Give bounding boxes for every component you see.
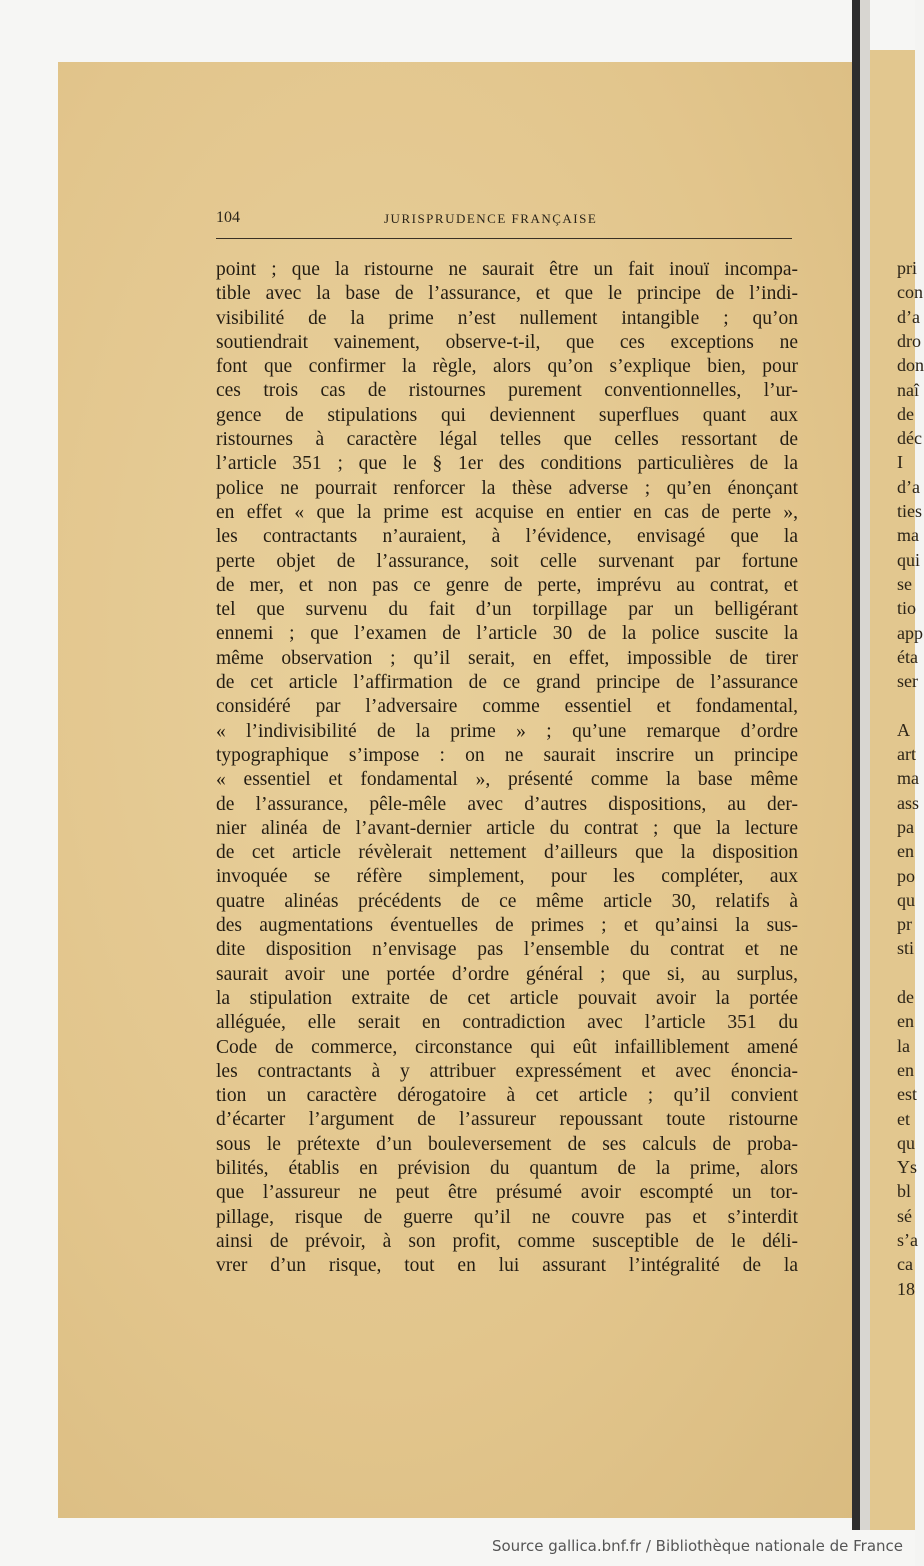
text-line: ces trois cas de ristournes purement conventionnelles, l’ur- bbox=[216, 380, 798, 402]
text-line: visibilité de la prime n’est nullement intangible ; qu’on bbox=[216, 307, 798, 329]
text-line: police ne pourrait renforcer la thèse adverse ; qu’en énonçant bbox=[216, 477, 798, 499]
text-line: « l’indivisibilité de la prime » ; qu’une remarque d’ordre bbox=[216, 720, 798, 742]
text-line: typographique s’impose : on ne saurait inscrire un principe bbox=[216, 744, 798, 766]
facing-page-fragment: de bbox=[897, 403, 914, 424]
facing-page-fragment: qu bbox=[897, 1132, 915, 1153]
facing-page-fragment: po bbox=[897, 865, 915, 886]
facing-page-fragment: en bbox=[897, 1011, 914, 1032]
facing-page-fragment: qu bbox=[897, 889, 915, 910]
text-line: font que confirmer la règle, alors qu’on s’explique bien, pour bbox=[216, 356, 798, 378]
text-line: Code de commerce, circonstance qui eût infailliblement amené bbox=[216, 1036, 798, 1058]
source-credit[interactable]: Source gallica.bnf.fr / Bibliothèque nationale de France bbox=[491, 1537, 903, 1555]
facing-page-fragment: sé bbox=[897, 1205, 912, 1226]
facing-page-edge bbox=[870, 50, 924, 1530]
text-line: bilités, établis en prévision du quantum de la prime, alors bbox=[216, 1157, 798, 1179]
facing-page-fragment: éta bbox=[897, 646, 918, 667]
facing-page-fragment: A bbox=[897, 719, 910, 740]
text-line: de mer, et non pas ce genre de perte, imprévu au contrat, et bbox=[216, 574, 798, 596]
text-line: que l’assureur ne peut être présumé avoir escompté un tor- bbox=[216, 1182, 798, 1204]
facing-page-fragment: don bbox=[897, 355, 924, 376]
text-line: de cet article l’affirmation de ce grand principe de l’assurance bbox=[216, 672, 798, 694]
text-line: ristournes à caractère légal telles que celles ressortant de bbox=[216, 429, 798, 451]
page-number: 104 bbox=[216, 209, 240, 226]
text-line: d’écarter l’argument de l’assureur repoussant toute ristourne bbox=[216, 1109, 798, 1131]
facing-page-fragment: tio bbox=[897, 598, 917, 619]
text-line: « essentiel et fondamental », présenté comme la base même bbox=[216, 769, 798, 791]
facing-page-fragment: pa bbox=[897, 816, 914, 837]
facing-page-fragment: 18 bbox=[897, 1278, 915, 1299]
facing-page-fragment: dro bbox=[897, 330, 921, 351]
text-line: gence de stipulations qui deviennent superflues quant aux bbox=[216, 404, 798, 426]
facing-page-fragment: d’a bbox=[897, 306, 920, 327]
text-line: soutiendrait vainement, observe-t-il, que ces exceptions ne bbox=[216, 331, 798, 353]
facing-page-fragment: de bbox=[897, 987, 914, 1007]
facing-page-fragment: s’a bbox=[897, 1230, 918, 1250]
facing-page-fragment: se bbox=[897, 573, 912, 594]
text-line: tion un caractère dérogatoire à cet article ; qu’il convient bbox=[216, 1085, 798, 1107]
facing-page-fragment: pr bbox=[897, 914, 912, 935]
text-line: quatre alinéas précédents de ce même article 30, relatifs à bbox=[216, 890, 798, 912]
facing-page-fragment: en bbox=[897, 841, 914, 862]
text-line: dite disposition n’envisage pas l’ensemble du contrat et ne bbox=[216, 939, 798, 961]
text-line: ainsi de prévoir, à son profit, comme susceptible de le déli- bbox=[216, 1230, 798, 1252]
facing-page-fragment: ser bbox=[897, 671, 918, 692]
facing-page-fragment: et bbox=[897, 1108, 910, 1129]
text-line: invoquée se réfère simplement, pour les compléter, aux bbox=[216, 866, 798, 888]
text-line: alléguée, elle serait en contradiction avec l’article 351 du bbox=[216, 1012, 798, 1034]
facing-page-fragment: est bbox=[897, 1084, 917, 1105]
text-line: nier alinéa de l’avant-dernier article du contrat ; que la lecture bbox=[216, 817, 798, 839]
text-line: l’article 351 ; que le § 1er des conditions particulières de la bbox=[216, 453, 798, 475]
facing-page-fragment: Ys bbox=[897, 1157, 918, 1178]
text-line: les contractants n’auraient, à l’évidence, envisagé que la bbox=[216, 526, 798, 548]
running-title: JURISPRUDENCE FRANÇAISE bbox=[384, 211, 598, 226]
facing-page-fragment: ma bbox=[897, 768, 919, 789]
facing-page-fragment: en bbox=[897, 1059, 914, 1080]
facing-page-fragment: sti bbox=[897, 938, 915, 959]
header-rule bbox=[216, 238, 792, 239]
text-line: tel que survenu du fait d’un torpillage par un belligérant bbox=[216, 599, 798, 621]
book-gutter bbox=[852, 0, 860, 1530]
book-gutter-edge bbox=[860, 0, 870, 1530]
facing-page-fragment: la bbox=[897, 1035, 910, 1056]
text-line: saurait avoir une portée d’ordre général ; que si, au surplus, bbox=[216, 963, 798, 985]
facing-page-fragment: qui bbox=[897, 549, 921, 570]
text-line: même observation ; qu’il serait, en effet, impossible de tirer bbox=[216, 647, 798, 669]
facing-page-fragment: d’a bbox=[897, 476, 920, 497]
body-text bbox=[216, 258, 798, 1278]
facing-page-fragment: art bbox=[897, 744, 916, 764]
facing-page-fragment: pri bbox=[897, 258, 917, 278]
facing-page-fragment: ma bbox=[897, 525, 919, 546]
text-line: considéré par l’adversaire comme essentiel et fondamental, bbox=[216, 696, 798, 718]
text-line: en effet « que la prime est acquise en entier en cas de perte », bbox=[216, 501, 798, 523]
text-line: la stipulation extraite de cet article pouvait avoir la portée bbox=[216, 987, 798, 1009]
facing-page-fragment: I bbox=[897, 452, 903, 473]
text-line: point ; que la ristourne ne saurait être un fait inouï incompa- bbox=[216, 259, 798, 280]
facing-page-fragment: ties bbox=[897, 501, 922, 521]
facing-page-fragment: naî bbox=[897, 379, 919, 400]
facing-page-fragment: con bbox=[897, 282, 923, 303]
text-line: pillage, risque de guerre qu’il ne couvre pas et s’interdit bbox=[216, 1206, 798, 1228]
text-line: perte objet de l’assurance, soit celle survenant par fortune bbox=[216, 550, 798, 572]
text-line: de l’assurance, pêle-mêle avec d’autres dispositions, au der- bbox=[216, 793, 798, 815]
text-line: de cet article révèlerait nettement d’ailleurs que la disposition bbox=[216, 842, 798, 864]
text-line: tible avec la base de l’assurance, et que le principe de l’indi- bbox=[216, 283, 798, 305]
text-line: les contractants à y attribuer expressément et avec énoncia- bbox=[216, 1060, 798, 1082]
text-line: des augmentations éventuelles de primes ; et qu’ainsi la sus- bbox=[216, 915, 798, 937]
facing-page-fragment: ass bbox=[897, 792, 919, 813]
text-line: ennemi ; que l’examen de l’article 30 de la police suscite la bbox=[216, 623, 798, 645]
facing-page-fragment: déc bbox=[897, 428, 922, 449]
facing-page-fragment: ca bbox=[897, 1254, 913, 1275]
page-header bbox=[216, 209, 792, 233]
facing-page-fragment: app bbox=[897, 622, 923, 643]
text-line: vrer d’un risque, tout en lui assurant l’intégralité de la bbox=[216, 1255, 798, 1277]
text-line: sous le prétexte d’un bouleversement de ses calculs de proba- bbox=[216, 1133, 798, 1155]
facing-page-fragment: bl bbox=[897, 1181, 912, 1202]
